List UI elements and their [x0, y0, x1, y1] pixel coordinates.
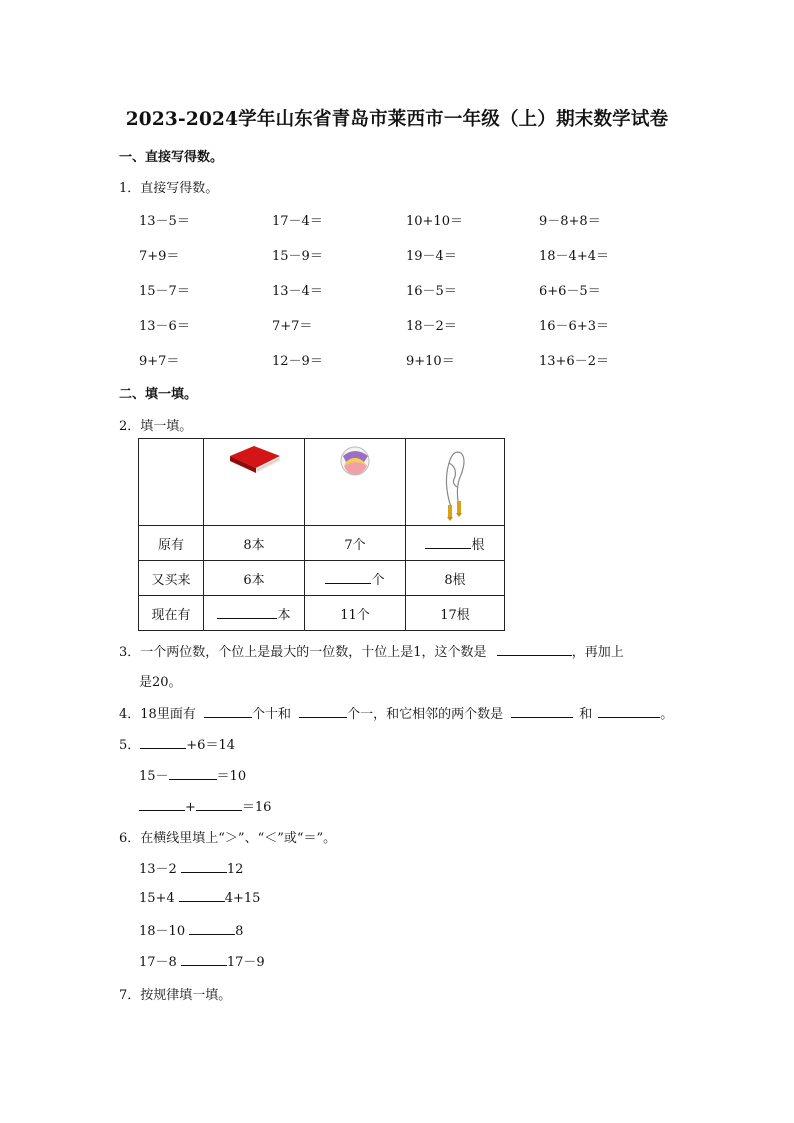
answer-blank[interactable]: [181, 860, 227, 873]
section-heading-2: 二、填一填。: [119, 387, 198, 402]
cell-now-book: [204, 596, 305, 631]
question-7-label: 7．按规律填一填。: [119, 988, 232, 1003]
q1-r0-c0: 13－5＝: [139, 214, 190, 229]
q1-r4-c0: 9+7＝: [139, 354, 180, 369]
q1-r1-c3: 18－4+4＝: [539, 249, 609, 264]
question-1-label: 1．直接写得数。: [119, 181, 219, 196]
q1-r2-c1: 13－4＝: [272, 284, 323, 299]
question-2-label: 2．填一填。: [119, 419, 193, 434]
q1-r4-c2: 9+10＝: [406, 354, 455, 369]
compare-right: 17－9: [226, 955, 265, 970]
page-title: 2023-2024学年山东省青岛市莱西市一年级（上）期末数学试卷: [125, 109, 669, 130]
compare-row: [139, 889, 260, 906]
cell-now-ball: 11个: [305, 596, 406, 631]
section-heading-1: 一、直接写得数。: [119, 150, 224, 165]
answer-blank[interactable]: [189, 922, 235, 935]
compare-left: 15+4: [139, 891, 175, 906]
question-5-line-3: [139, 796, 271, 815]
answer-blank[interactable]: [497, 643, 572, 656]
table-header-ball: [305, 439, 406, 526]
table-corner-cell: [139, 439, 204, 526]
unit-label: 本: [277, 607, 291, 623]
cell-bought-ball: [305, 561, 406, 596]
q1-r0-c1: 17－4＝: [272, 214, 323, 229]
q1-r2-c2: 16－5＝: [406, 284, 457, 299]
question-5-label: 5．: [119, 738, 141, 753]
q1-r1-c1: 15－9＝: [272, 249, 323, 264]
answer-blank[interactable]: [169, 767, 217, 780]
q1-r3-c2: 18－2＝: [406, 319, 457, 334]
q4-text-3: 个一，和它相邻的两个数是: [347, 707, 504, 722]
compare-left: 18－10: [139, 924, 186, 939]
question-3-text-end: ，再加上: [571, 645, 624, 660]
row-head-now: 现在有: [139, 596, 204, 631]
q1-r3-c0: 13－6＝: [139, 319, 190, 334]
q5-equation-3b: ＝16: [241, 800, 272, 815]
cell-original-rope: [406, 526, 505, 561]
answer-blank[interactable]: [181, 953, 227, 966]
answer-blank[interactable]: [299, 705, 347, 718]
table-header-rope: [406, 439, 505, 526]
q5-equation-2a: 15－: [139, 769, 169, 784]
compare-right: 4+15: [224, 891, 261, 906]
q1-r1-c0: 7+9＝: [139, 249, 180, 264]
answer-blank[interactable]: [139, 798, 185, 811]
cell-bought-rope: 8根: [406, 561, 505, 596]
q1-r4-c3: 13+6－2＝: [539, 354, 609, 369]
answer-blank[interactable]: [511, 705, 573, 718]
question-3-line-1: [119, 641, 624, 660]
question-3-line-2: 是20。: [139, 675, 182, 690]
question-3-text: 3．一个两位数，个位上是最大的一位数，十位上是1，这个数是: [119, 645, 487, 660]
cell-now-rope: 17根: [406, 596, 505, 631]
fill-table: [138, 438, 505, 631]
q4-text-4: 和: [579, 707, 593, 722]
q4-text-5: 。: [660, 707, 674, 722]
compare-left: 13－2: [139, 862, 177, 877]
q4-text-2: 个十和: [251, 707, 291, 722]
q1-r0-c2: 10+10＝: [406, 214, 463, 229]
compare-row: [139, 858, 243, 877]
question-4: [119, 703, 673, 722]
answer-blank[interactable]: [140, 736, 186, 749]
jump-rope-icon: [435, 443, 475, 521]
compare-row: [139, 951, 265, 970]
answer-blank[interactable]: [217, 606, 277, 619]
q1-r2-c0: 15－7＝: [139, 284, 190, 299]
answer-blank[interactable]: [179, 889, 225, 902]
book-icon: [224, 442, 284, 476]
question-5-line-2: [139, 765, 246, 784]
compare-right: 8: [235, 924, 244, 939]
q5-equation-2b: ＝10: [216, 769, 247, 784]
ball-icon: [338, 444, 372, 478]
cell-bought-book: 6本: [204, 561, 305, 596]
question-5-line-1: [119, 734, 235, 753]
compare-right: 12: [226, 862, 244, 877]
q1-r3-c1: 7+7＝: [272, 319, 313, 334]
answer-blank[interactable]: [196, 798, 242, 811]
cell-original-ball: 7个: [305, 526, 406, 561]
cell-original-book: 8本: [204, 526, 305, 561]
q1-r1-c2: 19－4＝: [406, 249, 457, 264]
unit-label: 个: [371, 572, 385, 588]
row-head-bought: 又买来: [139, 561, 204, 596]
answer-blank[interactable]: [425, 536, 471, 549]
question-6-label: 6．在横线里填上“＞”、“＜”或“＝”。: [119, 831, 337, 846]
q5-plus: +: [185, 800, 196, 815]
q1-r3-c3: 16－6+3＝: [539, 319, 609, 334]
q1-r4-c1: 12－9＝: [272, 354, 323, 369]
row-head-original: 原有: [139, 526, 204, 561]
answer-blank[interactable]: [204, 705, 252, 718]
q1-r2-c3: 6+6－5＝: [539, 284, 601, 299]
answer-blank[interactable]: [325, 571, 371, 584]
table-header-book: [204, 439, 305, 526]
q4-text-1: 4．18里面有: [119, 707, 196, 722]
unit-label: 根: [471, 537, 485, 553]
compare-row: [139, 920, 243, 939]
answer-blank[interactable]: [598, 705, 660, 718]
q5-equation-1: +6＝14: [186, 738, 235, 753]
q1-r0-c3: 9－8+8＝: [539, 214, 601, 229]
compare-left: 17－8: [139, 955, 177, 970]
